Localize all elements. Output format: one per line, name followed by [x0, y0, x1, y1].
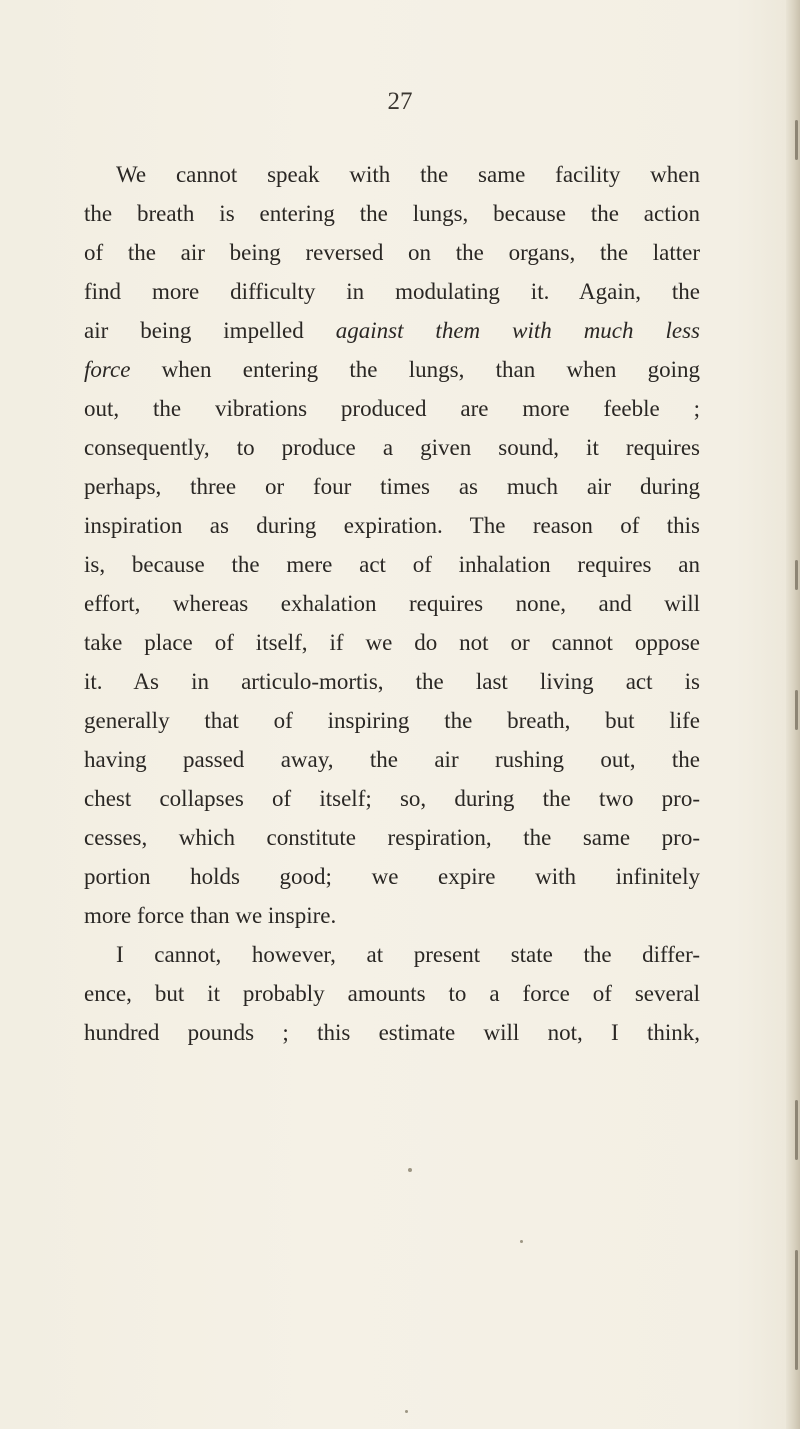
text-line: more force than we inspire. [84, 903, 337, 928]
text-line: cesses, which constitute respiration, the same pro- [84, 825, 700, 850]
text-line: out, the vibrations produced are more feeble ; [84, 396, 700, 421]
text-run: air being impelled [84, 318, 336, 343]
paper-speck [408, 1168, 412, 1172]
text-line: chest collapses of itself; so, during the two pro- [84, 786, 700, 811]
edge-mark [795, 560, 798, 590]
italic-text: against them with much less [335, 318, 700, 343]
text-line: ence, but it probably amounts to a force of several [84, 981, 700, 1006]
text-line: We cannot speak with the same facility when [116, 162, 700, 187]
edge-mark [795, 1250, 798, 1370]
text-line: take place of itself, if we do not or cannot oppose [84, 630, 700, 655]
text-line: hundred pounds ; this estimate will not, I think, [84, 1020, 700, 1045]
text-line: is, because the mere act of inhalation requires an [84, 552, 700, 577]
text-run: when entering the lungs, than when going [130, 357, 700, 382]
text-line: having passed away, the air rushing out, the [84, 747, 700, 772]
text-line: I cannot, however, at present state the differ- [116, 942, 700, 967]
text-line: consequently, to produce a given sound, it requires [84, 435, 700, 460]
text-line: find more difficulty in modulating it. Again, the [84, 279, 700, 304]
text-line-emphasis [84, 350, 700, 389]
italic-text: force [84, 357, 131, 382]
edge-mark [795, 120, 798, 160]
text-line: generally that of inspiring the breath, but life [84, 708, 700, 733]
edge-mark [795, 1100, 798, 1160]
page-number: 27 [387, 88, 413, 115]
paper-speck [405, 1410, 408, 1413]
page-edge-shadow [786, 0, 800, 1429]
text-line-emphasis [84, 311, 700, 350]
text-line: perhaps, three or four times as much air during [84, 474, 700, 499]
text-line: portion holds good; we expire with infinitely [84, 864, 700, 889]
paper-speck [520, 1240, 523, 1243]
text-line: it. As in articulo-mortis, the last living act is [84, 669, 700, 694]
text-line: effort, whereas exhalation requires none, and will [84, 591, 700, 616]
edge-mark [795, 690, 798, 730]
text-line: of the air being reversed on the organs, the latter [84, 240, 700, 265]
text-line: the breath is entering the lungs, because the action [84, 201, 700, 226]
body-text [84, 155, 700, 1052]
text-line: inspiration as during expiration. The reason of this [84, 513, 700, 538]
